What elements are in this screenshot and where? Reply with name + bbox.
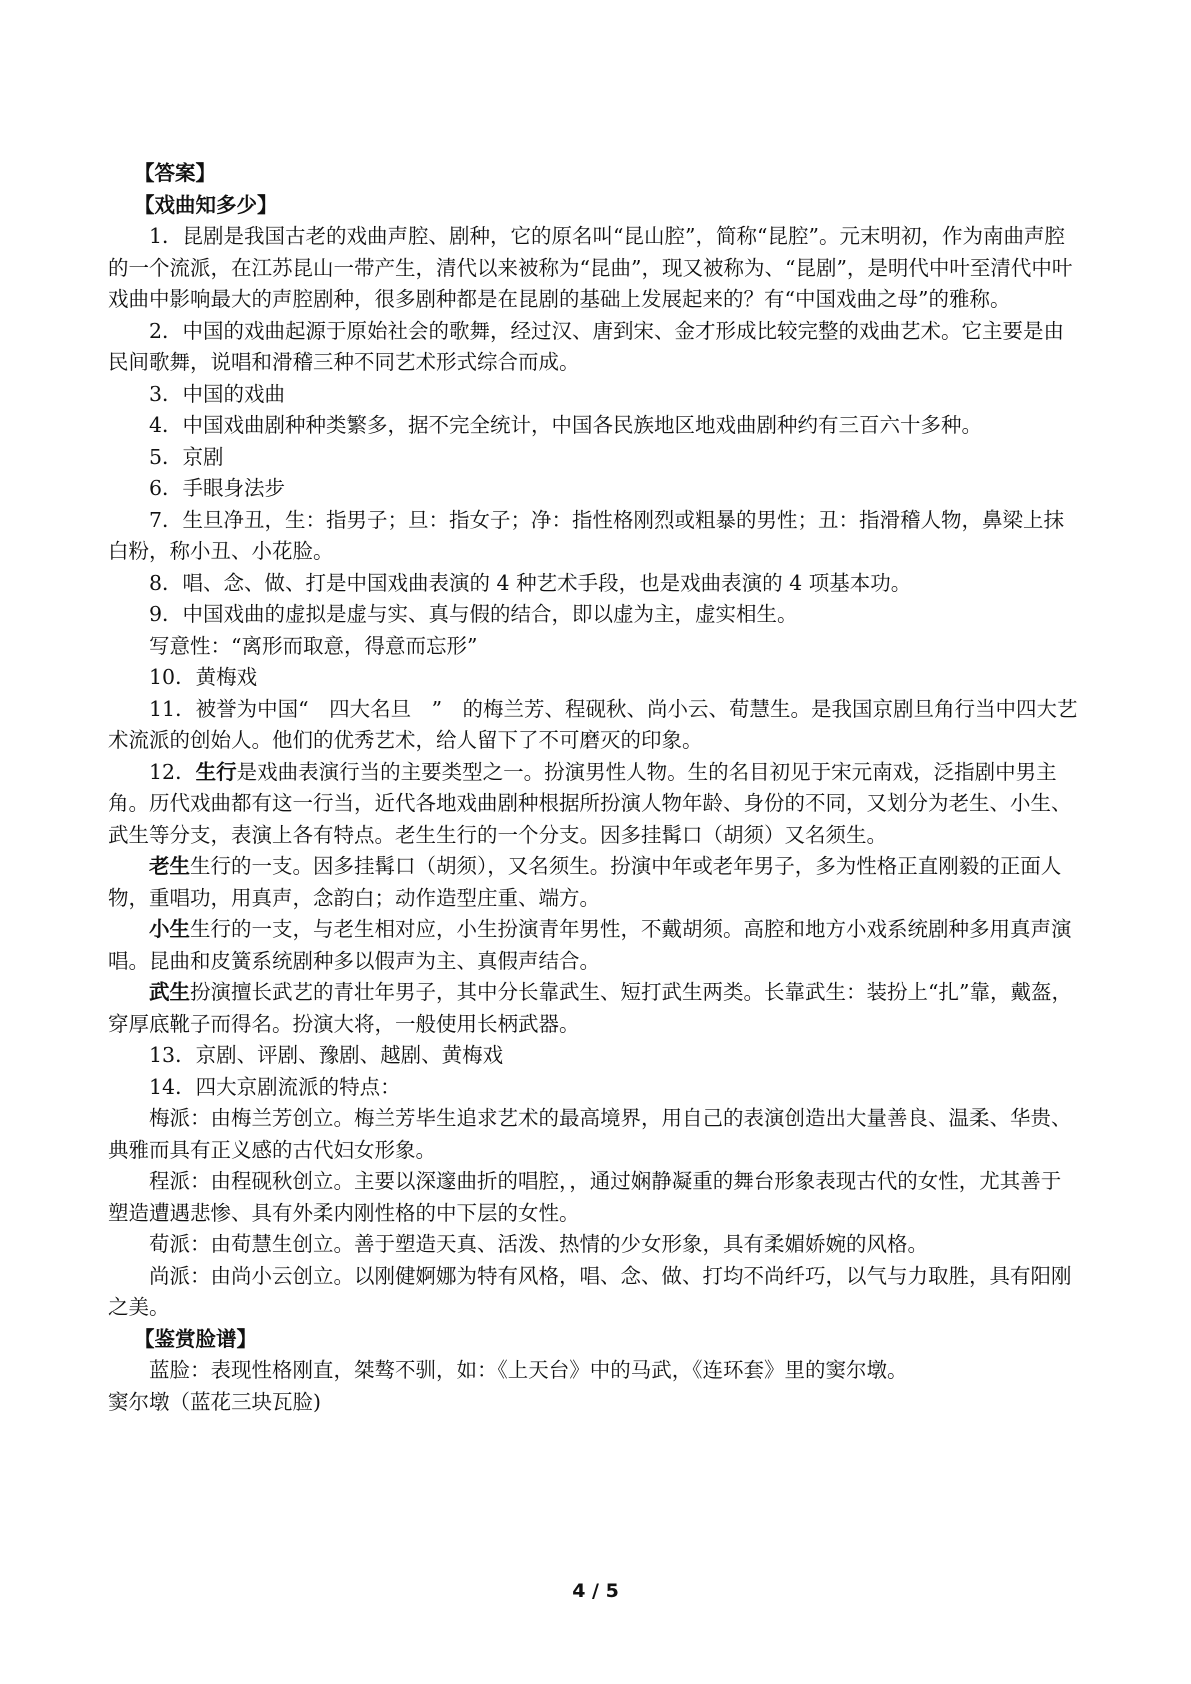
answer-8: 8．唱、念、做、打是中国戏曲表演的 4 种艺术手段，也是戏曲表演的 4 项基本功。 (149, 570, 912, 595)
answer-4: 4．中国戏曲剧种种类繁多，据不完全统计，中国各民族地区地戏曲剧种约有三百六十多种。 (149, 413, 983, 437)
blue-face-caption: 窦尔墩（蓝花三块瓦脸) (108, 1389, 321, 1414)
answer-9: 9．中国戏曲的虚拟是虚与实、真与假的结合，即以虚为主，虚实相生。 (149, 602, 798, 626)
answer-12-number: 12． (149, 759, 196, 784)
heading-opera-knowledge: 【戏曲知多少】 (134, 192, 278, 217)
answer-10: 10．黄梅戏 (149, 665, 258, 689)
page-number: 4 / 5 (572, 1580, 619, 1602)
answer-14: 14．四大京剧流派的特点： (149, 1074, 401, 1099)
mei-school: 梅派：由梅兰芳创立。梅兰芳毕生追求艺术的最高境界，用自己的表演创造出大量善良、温柔、华贵、典雅而具有正义感的古代妇女形象。 (108, 1106, 1072, 1162)
wusheng-text: 扮演擅长武艺的青壮年男子，其中分长靠武生、短打武生两类。长靠武生：装扮上“扎”靠，戴盔，穿厚底靴子而得名。扮演大将，一般使用长柄武器。 (108, 980, 1072, 1036)
xiaosheng-text: 生行的一支，与老生相对应，小生扮演青年男性，不戴胡须。高腔和地方小戏系统剧种多用真声演唱。昆曲和皮簧系统剧种多以假声为主、真假声结合。 (108, 917, 1072, 973)
shang-school: 尚派：由尚小云创立。以刚健婀娜为特有风格，唱、念、做、打均不尚纤巧，以气与力取胜，具有阳刚之美。 (108, 1263, 1072, 1319)
answer-12-text: 是戏曲表演行当的主要类型之一。扮演男性人物。生的名目初见于宋元南戏，泛指剧中男主角。历代戏曲都有这一行当，近代各地戏曲剧种根据所扮演人物年龄、身份的不同，又划分为老生、小生、武生等分支，表演上各有特点。老生生行的一个分支。因多挂髯口（胡须）又名须生。 (108, 759, 1072, 847)
answer-2: 2．中国的戏曲起源于原始社会的歌舞，经过汉、唐到宋、金才形成比较完整的戏曲艺术。它主要是由民间歌舞，说唱和滑稽三种不同艺术形式综合而成。 (108, 318, 1065, 374)
term-wusheng: 武生 (149, 980, 190, 1004)
wusheng-paragraph (108, 977, 1078, 1040)
term-xiaosheng: 小生 (149, 917, 190, 941)
answer-13: 13．京剧、评剧、豫剧、越剧、黄梅戏 (149, 1043, 504, 1067)
term-shenghang: 生行 (195, 759, 237, 784)
cheng-school: 程派：由程砚秋创立。主要以深邃曲折的唱腔，，通过娴静凝重的舞台形象表现古代的女性，尤其善于塑造遭遇悲惨、具有外柔内刚性格的中下层的女性。 (108, 1169, 1062, 1225)
answer-12 (108, 757, 1078, 852)
answer-1: 1．昆剧是我国古老的戏曲声腔、剧种，它的原名叫“昆山腔”，简称“昆腔”。元末明初，作为南曲声腔的一个流派，在江苏昆山一带产生，清代以来被称为“昆曲”，现又被称为、“昆剧”，是明代中叶至清代中叶戏曲中影响最大的声腔剧种，很多剧种都是在昆剧的基础上发展起来的？有“中国戏曲之母”的雅称。 (108, 224, 1073, 311)
page-content (108, 158, 1078, 1418)
heading-facial-makeup: 【鉴赏脸谱】 (134, 1326, 257, 1351)
answer-9-xieyi: 写意性：“离形而取意，得意而忘形” (149, 633, 478, 658)
xun-school: 荀派：由荀慧生创立。善于塑造天真、活泼、热情的少女形象，具有柔媚娇婉的风格。 (149, 1232, 928, 1256)
answer-3: 3．中国的戏曲 (149, 381, 286, 406)
blue-face-description: 蓝脸：表现性格刚直，桀骜不驯，如：《上天台》中的马武，《连环套》里的窦尔墩。 (149, 1358, 908, 1382)
answer-11: 11．被誉为中国“ 四大名旦 ” 的梅兰芳、程砚秋、尚小云、荀慧生。是我国京剧旦角行当中四大艺术流派的创始人。他们的优秀艺术，给人留下了不可磨灭的印象。 (108, 696, 1078, 752)
xiaosheng-paragraph (108, 914, 1078, 977)
heading-answer: 【答案】 (134, 161, 216, 185)
answer-6: 6．手眼身法步 (149, 476, 286, 500)
term-laosheng: 老生 (149, 854, 190, 878)
answer-5: 5．京剧 (149, 444, 224, 469)
answer-7: 7．生旦净丑，生：指男子；旦：指女子；净：指性格刚烈或粗暴的男性；丑：指滑稽人物，鼻梁上抹白粉，称小丑、小花脸。 (108, 507, 1065, 563)
laosheng-paragraph (108, 851, 1078, 914)
laosheng-text: 生行的一支。因多挂髯口（胡须），又名须生。扮演中年或老年男子，多为性格正直刚毅的正面人物，重唱功，用真声，念韵白；动作造型庄重、端方。 (108, 854, 1062, 910)
